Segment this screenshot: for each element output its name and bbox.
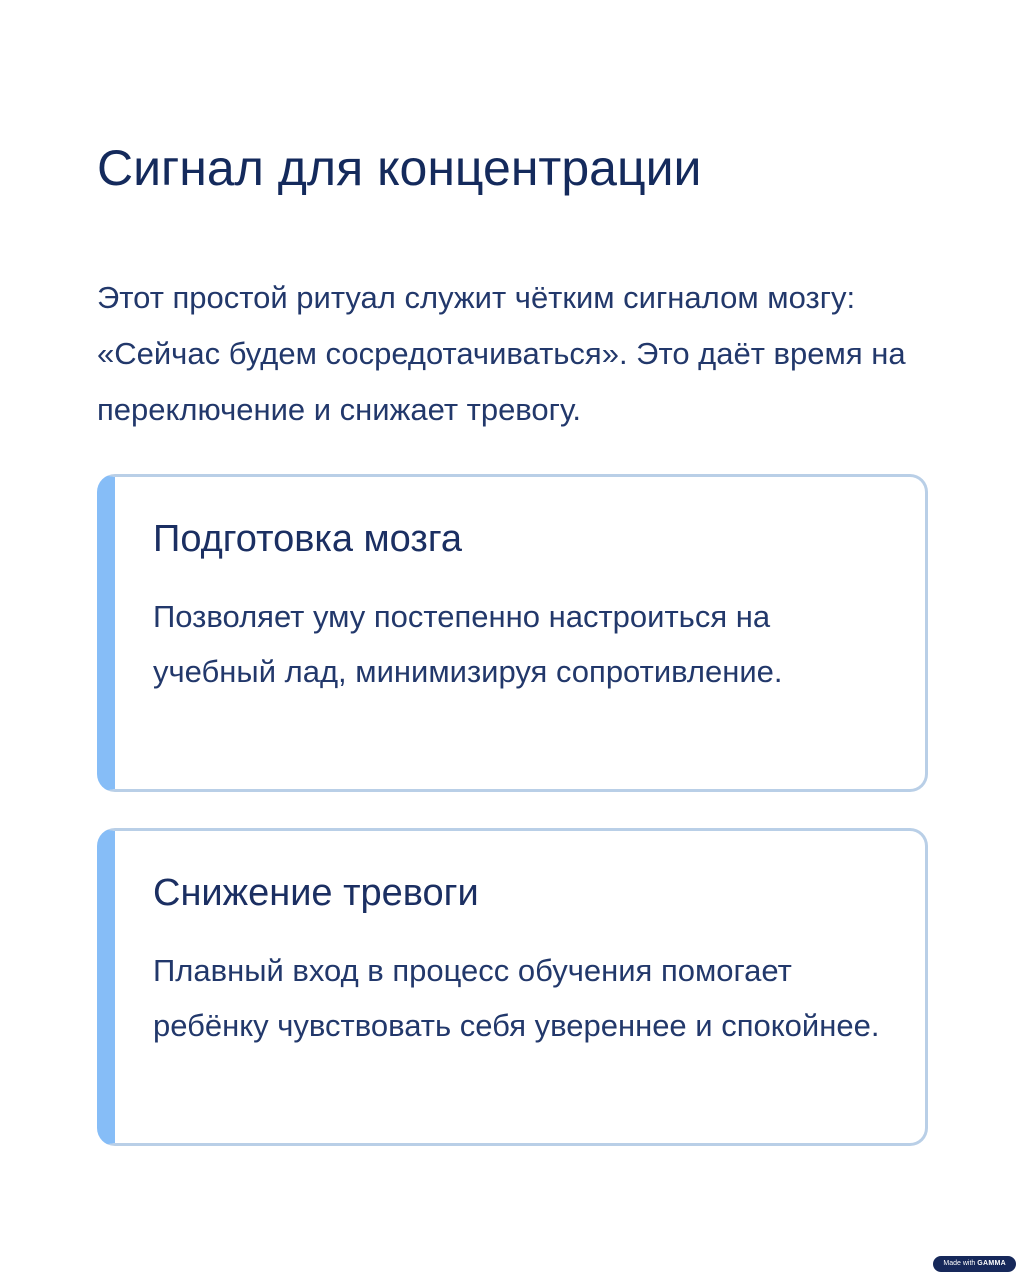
intro-paragraph: Этот простой ритуал служит чётким сигналом мозгу: «Сейчас будем сосредотачиваться». Это даёт время на переключение и снижает тревогу. bbox=[97, 280, 906, 427]
card-brain-preparation bbox=[97, 474, 928, 792]
card-title: Снижение тревоги bbox=[153, 872, 479, 914]
page-title: Сигнал для концентрации bbox=[97, 140, 702, 196]
badge-prefix: Made with bbox=[943, 1260, 976, 1267]
card-title: Подготовка мозга bbox=[153, 518, 462, 560]
badge-brand: GAMMA bbox=[977, 1260, 1006, 1267]
made-with-gamma-badge[interactable] bbox=[933, 1256, 1016, 1272]
card-anxiety-reduction bbox=[97, 828, 928, 1146]
card-text: Позволяет уму постепенно настроиться на учебный лад, минимизируя сопротивление. bbox=[153, 599, 783, 689]
card-text: Плавный вход в процесс обучения помогает ребёнку чувствовать себя увереннее и спокойнее. bbox=[153, 953, 880, 1043]
